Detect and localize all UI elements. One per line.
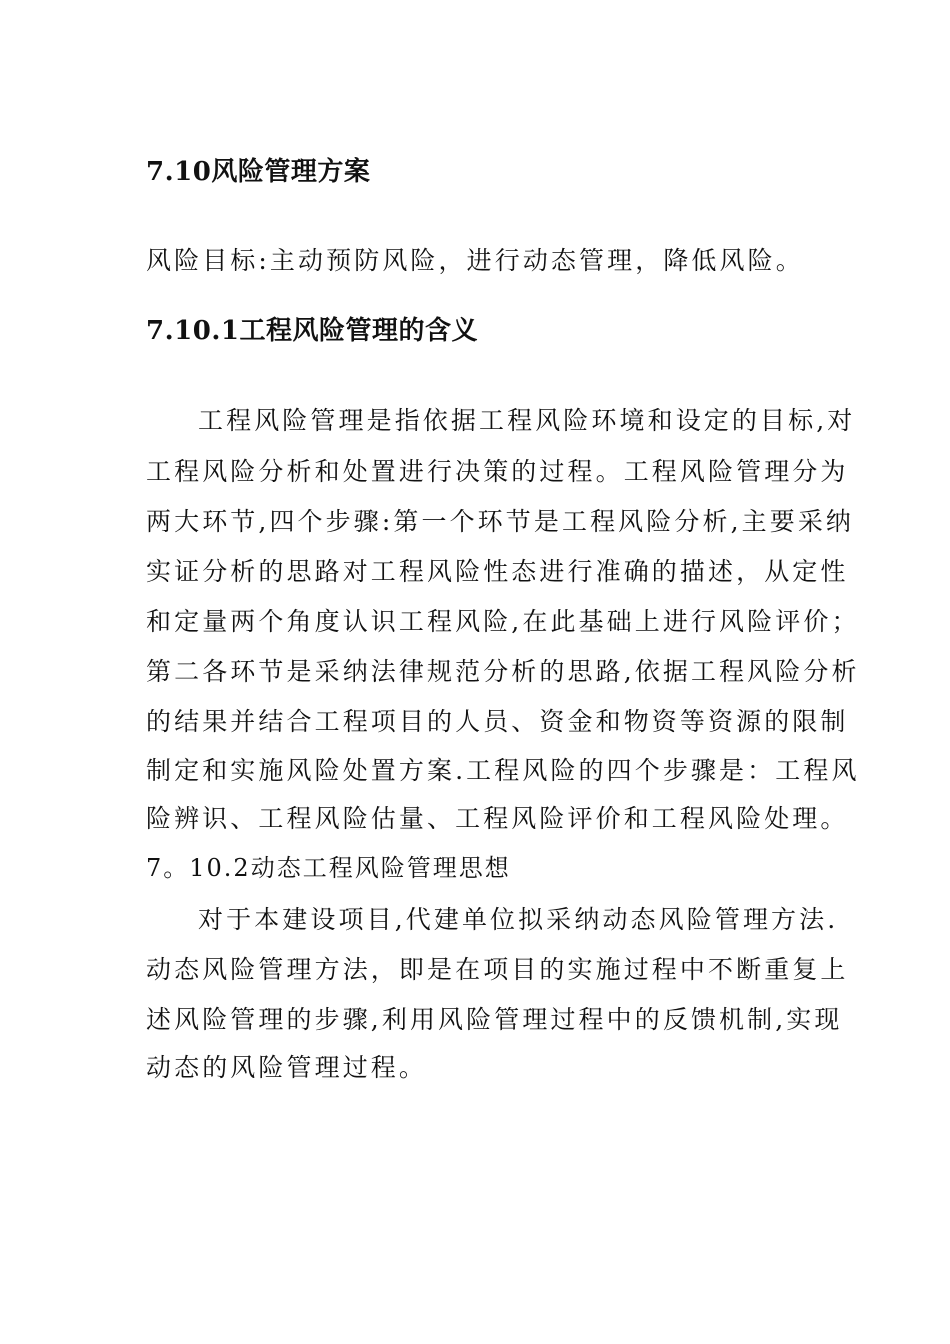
subsection-1-title: 7.10.1工程风险管理的含义 [146, 316, 478, 346]
paragraph-2-line: 动态的风险管理过程。 [146, 1053, 428, 1082]
paragraph-2-line: 动态风险管理方法，即是在项目的实施过程中不断重复上 [146, 955, 849, 984]
paragraph-1-line: 工程风险分析和处置进行决策的过程。工程风险管理分为 [146, 457, 849, 486]
paragraph-1-line: 的结果并结合工程项目的人员、资金和物资等资源的限制 [146, 707, 849, 736]
paragraph-1-line: 第二各环节是采纳法律规范分析的思路,依据工程风险分析 [146, 657, 860, 686]
section-title: 7.10风险管理方案 [146, 157, 371, 187]
paragraph-1-line: 两大环节,四个步骤:第一个环节是工程风险分析,主要采纳 [146, 507, 855, 536]
risk-goal-text: 风险目标:主动预防风险，进行动态管理，降低风险。 [146, 246, 804, 275]
subsection-2-title: 7。10.2动态工程风险管理思想 [146, 854, 511, 882]
paragraph-1-line: 工程风险管理是指依据工程风险环境和设定的目标,对 [198, 406, 856, 435]
paragraph-2-line: 述风险管理的步骤,利用风险管理过程中的反馈机制,实现 [146, 1005, 843, 1034]
paragraph-2-line: 对于本建设项目,代建单位拟采纳动态风险管理方法. [198, 905, 839, 934]
paragraph-1-line: 实证分析的思路对工程风险性态进行准确的描述，从定性 [146, 557, 849, 586]
paragraph-1-line: 和定量两个角度认识工程风险,在此基础上进行风险评价； [146, 607, 860, 636]
paragraph-1-line: 险辨识、工程风险估量、工程风险评价和工程风险处理。 [146, 804, 849, 833]
paragraph-1-line: 制定和实施风险处置方案.工程风险的四个步骤是：工程风 [146, 756, 860, 785]
